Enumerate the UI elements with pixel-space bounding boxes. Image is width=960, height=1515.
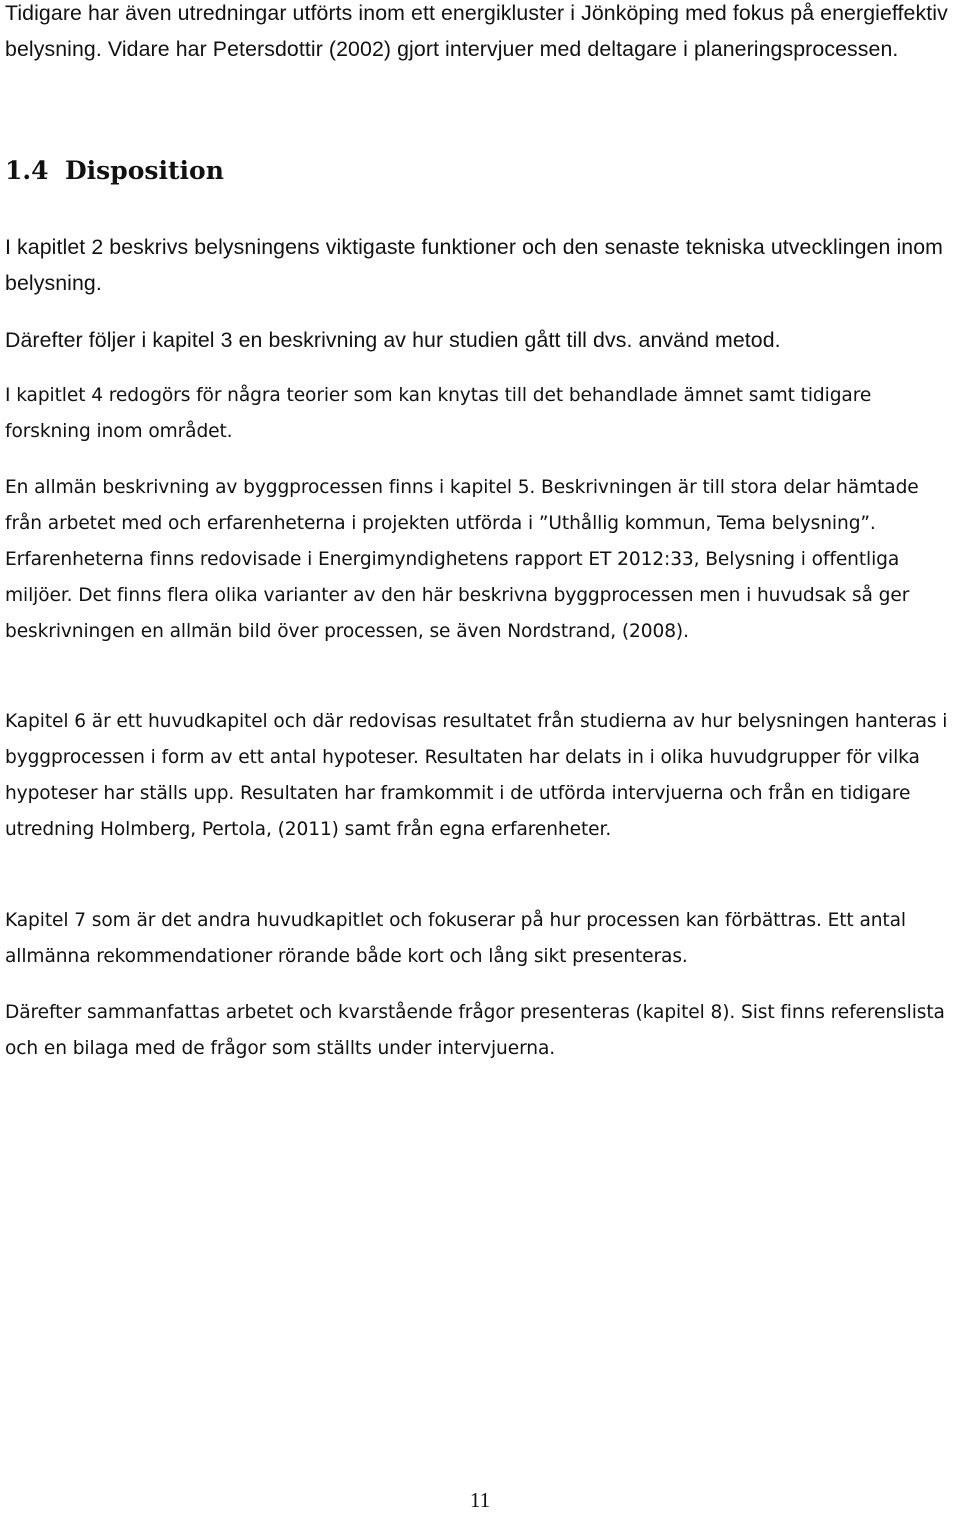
section-heading <box>5 156 224 185</box>
paragraph-chapter-6: Kapitel 6 är ett huvudkapitel och där redovisas resultatet från studierna av hur belysningen hanteras i byggprocessen i form av ett antal hypoteser. Resultaten har delats in i olika huvudgrupper för vilka hypoteser har ställs upp. Resultaten har framkommit i de utförda intervjuerna och från en tidigare utredning Holmberg, Pertola, (2011) samt från egna erfarenheter. <box>5 711 948 840</box>
section-number: 1.4 <box>5 156 49 185</box>
section-title: Disposition <box>65 156 224 185</box>
paragraph-chapter-5: En allmän beskrivning av byggprocessen finns i kapitel 5. Beskrivningen är till stora delar hämtade från arbetet med och erfarenheterna i projekten utförda i ”Uthållig kommun, Tema belysning”. Erfarenheterna finns redovisade i Energimyndighetens rapport ET 2012:33, Belysning i offentliga miljöer. Det finns flera olika varianter av den här beskrivna byggprocessen men i huvudsak så ger beskrivningen en allmän bild över processen, se även Nordstrand, (2008). <box>5 477 919 642</box>
page-number: 11 <box>469 1488 491 1512</box>
paragraph-chapter-2: I kapitlet 2 beskrivs belysningens viktigaste funktioner och den senaste tekniska utvecklingen inom belysning. <box>5 235 944 295</box>
intro-paragraph: Tidigare har även utredningar utförts inom ett energikluster i Jönköping med fokus på energieffektiv belysning. Vidare har Petersdottir (2002) gjort intervjuer med deltagare i planeringsprocessen. <box>5 1 948 61</box>
paragraph-chapter-7: Kapitel 7 som är det andra huvudkapitlet och fokuserar på hur processen kan förbättras. Ett antal allmänna rekommendationer rörande både kort och lång sikt presenteras. <box>5 910 906 967</box>
paragraph-summary: Därefter sammanfattas arbetet och kvarstående frågor presenteras (kapitel 8). Sist finns referenslista och en bilaga med de frågor som ställts under intervjuerna. <box>5 1002 945 1059</box>
paragraph-chapter-4: I kapitlet 4 redogörs för några teorier som kan knytas till det behandlade ämnet samt tidigare forskning inom området. <box>5 385 872 442</box>
paragraph-chapter-3: Därefter följer i kapitel 3 en beskrivning av hur studien gått till dvs. använd metod. <box>5 328 781 352</box>
